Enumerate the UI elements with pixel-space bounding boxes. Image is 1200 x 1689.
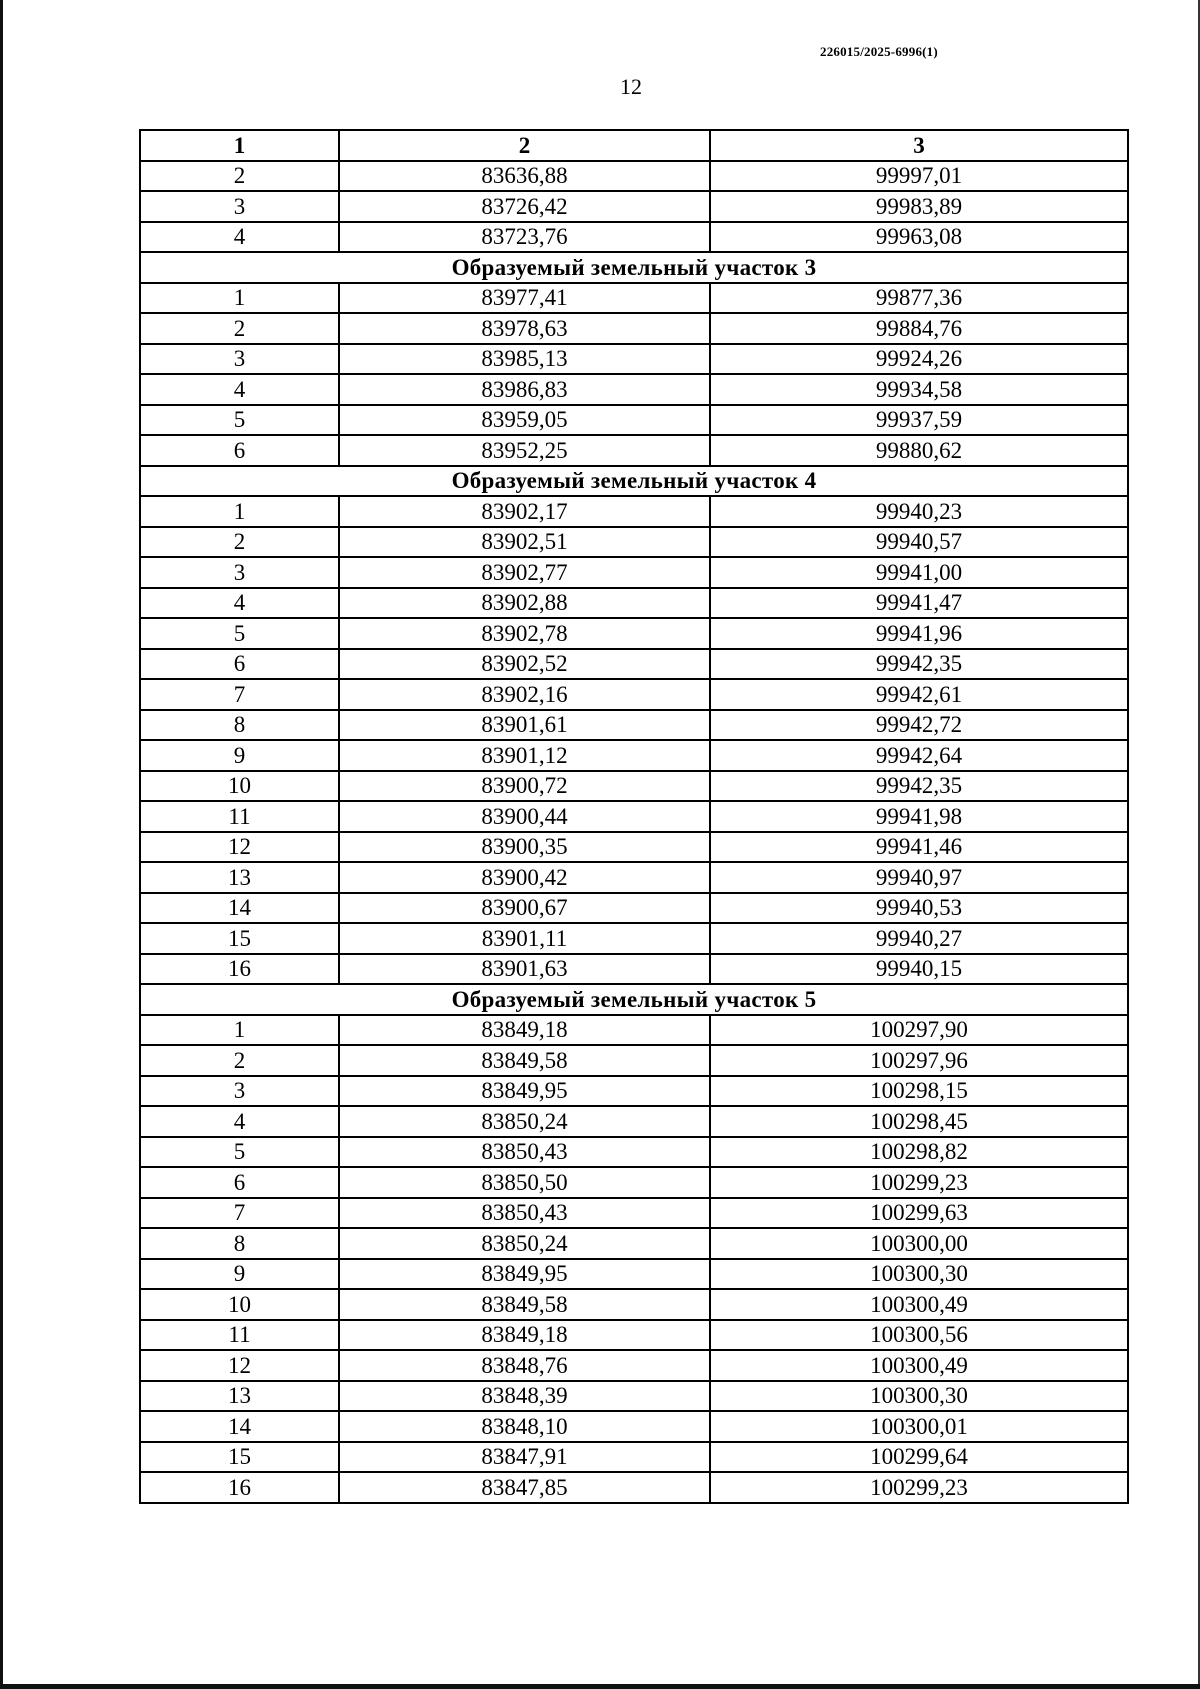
cell-x-coordinate: 83978,63 xyxy=(339,313,710,344)
table-row xyxy=(140,191,1128,222)
cell-point-number: 2 xyxy=(140,161,339,192)
cell-point-number: 13 xyxy=(140,1381,339,1412)
cell-x-coordinate: 83849,95 xyxy=(339,1259,710,1290)
section-title: Образуемый земельный участок 5 xyxy=(140,984,1128,1015)
cell-y-coordinate: 99941,96 xyxy=(710,618,1128,649)
cell-x-coordinate: 83900,72 xyxy=(339,771,710,802)
cell-point-number: 3 xyxy=(140,1076,339,1107)
table-row xyxy=(140,618,1128,649)
cell-x-coordinate: 83902,78 xyxy=(339,618,710,649)
cell-y-coordinate: 99940,53 xyxy=(710,893,1128,924)
cell-point-number: 15 xyxy=(140,923,339,954)
cell-x-coordinate: 83902,77 xyxy=(339,557,710,588)
cell-x-coordinate: 83849,18 xyxy=(339,1015,710,1046)
cell-x-coordinate: 83900,67 xyxy=(339,893,710,924)
cell-y-coordinate: 100300,30 xyxy=(710,1381,1128,1412)
cell-y-coordinate: 99940,27 xyxy=(710,923,1128,954)
cell-x-coordinate: 83850,24 xyxy=(339,1106,710,1137)
cell-point-number: 8 xyxy=(140,710,339,741)
cell-point-number: 4 xyxy=(140,588,339,619)
cell-y-coordinate: 99877,36 xyxy=(710,283,1128,314)
cell-x-coordinate: 83900,35 xyxy=(339,832,710,863)
cell-y-coordinate: 100297,96 xyxy=(710,1045,1128,1076)
cell-point-number: 7 xyxy=(140,679,339,710)
cell-point-number: 8 xyxy=(140,1228,339,1259)
cell-y-coordinate: 99997,01 xyxy=(710,161,1128,192)
scan-border-bottom xyxy=(0,1684,1200,1689)
table-row xyxy=(140,954,1128,985)
cell-point-number: 5 xyxy=(140,618,339,649)
table-row xyxy=(140,923,1128,954)
cell-y-coordinate: 99941,00 xyxy=(710,557,1128,588)
cell-y-coordinate: 99937,59 xyxy=(710,405,1128,436)
cell-y-coordinate: 100297,90 xyxy=(710,1015,1128,1046)
cell-point-number: 12 xyxy=(140,1350,339,1381)
cell-y-coordinate: 99942,35 xyxy=(710,649,1128,680)
cell-y-coordinate: 100299,64 xyxy=(710,1442,1128,1473)
cell-point-number: 6 xyxy=(140,1167,339,1198)
cell-point-number: 16 xyxy=(140,1472,339,1503)
table-row xyxy=(140,1076,1128,1107)
cell-x-coordinate: 83952,25 xyxy=(339,435,710,466)
cell-y-coordinate: 99880,62 xyxy=(710,435,1128,466)
cell-x-coordinate: 83850,50 xyxy=(339,1167,710,1198)
cell-x-coordinate: 83902,17 xyxy=(339,496,710,527)
cell-x-coordinate: 83902,88 xyxy=(339,588,710,619)
table-row xyxy=(140,1228,1128,1259)
cell-y-coordinate: 100300,49 xyxy=(710,1289,1128,1320)
cell-x-coordinate: 83985,13 xyxy=(339,344,710,375)
section-title-row xyxy=(140,466,1128,497)
cell-x-coordinate: 83901,11 xyxy=(339,923,710,954)
column-header-x: 2 xyxy=(339,130,710,161)
coordinates-table xyxy=(139,129,1129,1504)
cell-y-coordinate: 100299,23 xyxy=(710,1472,1128,1503)
table-row xyxy=(140,1198,1128,1229)
cell-y-coordinate: 100299,63 xyxy=(710,1198,1128,1229)
table-row xyxy=(140,1411,1128,1442)
cell-y-coordinate: 99963,08 xyxy=(710,222,1128,253)
cell-point-number: 3 xyxy=(140,191,339,222)
cell-point-number: 4 xyxy=(140,374,339,405)
cell-point-number: 3 xyxy=(140,557,339,588)
cell-y-coordinate: 99941,98 xyxy=(710,801,1128,832)
cell-x-coordinate: 83847,85 xyxy=(339,1472,710,1503)
section-title: Образуемый земельный участок 4 xyxy=(140,466,1128,497)
cell-x-coordinate: 83902,51 xyxy=(339,527,710,558)
cell-point-number: 2 xyxy=(140,1045,339,1076)
table-row xyxy=(140,740,1128,771)
table-row xyxy=(140,313,1128,344)
cell-x-coordinate: 83850,24 xyxy=(339,1228,710,1259)
cell-x-coordinate: 83959,05 xyxy=(339,405,710,436)
cell-x-coordinate: 83848,76 xyxy=(339,1350,710,1381)
cell-x-coordinate: 83901,63 xyxy=(339,954,710,985)
cell-x-coordinate: 83849,58 xyxy=(339,1045,710,1076)
cell-y-coordinate: 99942,64 xyxy=(710,740,1128,771)
table-row xyxy=(140,283,1128,314)
document-registration-number: 226015/2025-6996(1) xyxy=(820,44,938,59)
section-title-row xyxy=(140,984,1128,1015)
cell-point-number: 5 xyxy=(140,405,339,436)
table-row xyxy=(140,344,1128,375)
cell-point-number: 2 xyxy=(140,527,339,558)
cell-x-coordinate: 83901,12 xyxy=(339,740,710,771)
cell-y-coordinate: 100300,30 xyxy=(710,1259,1128,1290)
cell-y-coordinate: 99942,72 xyxy=(710,710,1128,741)
table-row xyxy=(140,1472,1128,1503)
cell-y-coordinate: 99940,23 xyxy=(710,496,1128,527)
table-row xyxy=(140,771,1128,802)
table-row xyxy=(140,557,1128,588)
cell-point-number: 6 xyxy=(140,649,339,680)
table-row xyxy=(140,832,1128,863)
table-row xyxy=(140,710,1128,741)
table-row xyxy=(140,588,1128,619)
cell-point-number: 16 xyxy=(140,954,339,985)
cell-x-coordinate: 83847,91 xyxy=(339,1442,710,1473)
cell-x-coordinate: 83902,16 xyxy=(339,679,710,710)
table-row xyxy=(140,435,1128,466)
table-row xyxy=(140,1289,1128,1320)
table-row xyxy=(140,1442,1128,1473)
cell-point-number: 9 xyxy=(140,740,339,771)
cell-y-coordinate: 100298,82 xyxy=(710,1137,1128,1168)
cell-y-coordinate: 100298,15 xyxy=(710,1076,1128,1107)
cell-y-coordinate: 99940,97 xyxy=(710,862,1128,893)
cell-point-number: 10 xyxy=(140,771,339,802)
table-row xyxy=(140,374,1128,405)
cell-x-coordinate: 83900,44 xyxy=(339,801,710,832)
table-row xyxy=(140,527,1128,558)
table-row xyxy=(140,893,1128,924)
table-row xyxy=(140,801,1128,832)
cell-point-number: 1 xyxy=(140,283,339,314)
cell-point-number: 11 xyxy=(140,1320,339,1351)
cell-x-coordinate: 83986,83 xyxy=(339,374,710,405)
cell-x-coordinate: 83901,61 xyxy=(339,710,710,741)
cell-y-coordinate: 100300,01 xyxy=(710,1411,1128,1442)
cell-point-number: 14 xyxy=(140,893,339,924)
cell-x-coordinate: 83850,43 xyxy=(339,1137,710,1168)
table-row xyxy=(140,405,1128,436)
section-title: Образуемый земельный участок 3 xyxy=(140,252,1128,283)
table-row xyxy=(140,1381,1128,1412)
table-row xyxy=(140,222,1128,253)
cell-y-coordinate: 99884,76 xyxy=(710,313,1128,344)
cell-y-coordinate: 100300,56 xyxy=(710,1320,1128,1351)
table-row xyxy=(140,496,1128,527)
cell-point-number: 15 xyxy=(140,1442,339,1473)
cell-x-coordinate: 83977,41 xyxy=(339,283,710,314)
table-row xyxy=(140,161,1128,192)
cell-x-coordinate: 83636,88 xyxy=(339,161,710,192)
cell-y-coordinate: 99942,35 xyxy=(710,771,1128,802)
table-row xyxy=(140,649,1128,680)
cell-x-coordinate: 83726,42 xyxy=(339,191,710,222)
cell-point-number: 13 xyxy=(140,862,339,893)
cell-point-number: 5 xyxy=(140,1137,339,1168)
cell-y-coordinate: 99983,89 xyxy=(710,191,1128,222)
scan-border-left xyxy=(0,0,3,1685)
table-row xyxy=(140,1350,1128,1381)
cell-point-number: 3 xyxy=(140,344,339,375)
cell-y-coordinate: 99924,26 xyxy=(710,344,1128,375)
cell-point-number: 11 xyxy=(140,801,339,832)
cell-point-number: 1 xyxy=(140,496,339,527)
cell-point-number: 6 xyxy=(140,435,339,466)
cell-y-coordinate: 100300,00 xyxy=(710,1228,1128,1259)
cell-point-number: 9 xyxy=(140,1259,339,1290)
table-row xyxy=(140,1137,1128,1168)
cell-y-coordinate: 99934,58 xyxy=(710,374,1128,405)
table-row xyxy=(140,1167,1128,1198)
cell-point-number: 2 xyxy=(140,313,339,344)
cell-point-number: 4 xyxy=(140,1106,339,1137)
cell-x-coordinate: 83900,42 xyxy=(339,862,710,893)
table-row xyxy=(140,1259,1128,1290)
table-header-row xyxy=(140,130,1128,161)
page-number: 12 xyxy=(620,74,642,99)
cell-y-coordinate: 99940,57 xyxy=(710,527,1128,558)
cell-y-coordinate: 99941,47 xyxy=(710,588,1128,619)
cell-point-number: 12 xyxy=(140,832,339,863)
table-row xyxy=(140,679,1128,710)
cell-point-number: 1 xyxy=(140,1015,339,1046)
cell-x-coordinate: 83849,18 xyxy=(339,1320,710,1351)
table-row xyxy=(140,1320,1128,1351)
cell-x-coordinate: 83849,58 xyxy=(339,1289,710,1320)
cell-y-coordinate: 99940,15 xyxy=(710,954,1128,985)
cell-point-number: 7 xyxy=(140,1198,339,1229)
cell-x-coordinate: 83723,76 xyxy=(339,222,710,253)
table-row xyxy=(140,1106,1128,1137)
column-header-point-number: 1 xyxy=(140,130,339,161)
column-header-y: 3 xyxy=(710,130,1128,161)
cell-y-coordinate: 99942,61 xyxy=(710,679,1128,710)
cell-y-coordinate: 99941,46 xyxy=(710,832,1128,863)
cell-point-number: 14 xyxy=(140,1411,339,1442)
cell-point-number: 4 xyxy=(140,222,339,253)
section-title-row xyxy=(140,252,1128,283)
cell-x-coordinate: 83850,43 xyxy=(339,1198,710,1229)
table-row xyxy=(140,1015,1128,1046)
coordinates-table-body xyxy=(140,130,1128,1503)
table-row xyxy=(140,862,1128,893)
cell-x-coordinate: 83848,10 xyxy=(339,1411,710,1442)
cell-point-number: 10 xyxy=(140,1289,339,1320)
cell-x-coordinate: 83849,95 xyxy=(339,1076,710,1107)
cell-y-coordinate: 100300,49 xyxy=(710,1350,1128,1381)
table-row xyxy=(140,1045,1128,1076)
cell-y-coordinate: 100298,45 xyxy=(710,1106,1128,1137)
cell-x-coordinate: 83848,39 xyxy=(339,1381,710,1412)
cell-y-coordinate: 100299,23 xyxy=(710,1167,1128,1198)
cell-x-coordinate: 83902,52 xyxy=(339,649,710,680)
